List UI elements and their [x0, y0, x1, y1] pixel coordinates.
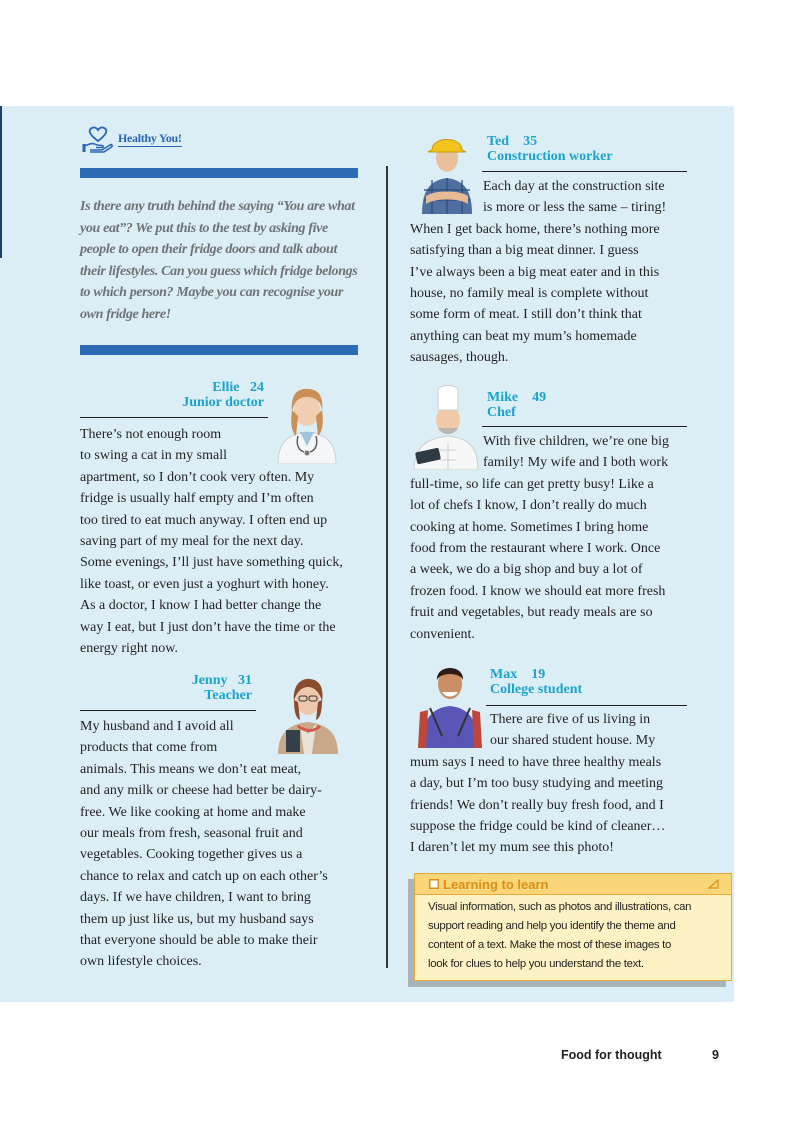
ellie-text	[80, 424, 343, 659]
text-line: like toast, or even just a yoghurt with honey.	[80, 576, 329, 592]
max-text	[410, 709, 665, 859]
text-line: house, no family meal is complete without	[410, 286, 649, 302]
mike-rule	[482, 426, 687, 427]
text-line: sausages, though.	[410, 350, 509, 366]
ellie-job: Junior doctor	[182, 395, 264, 410]
ted-job: Construction worker	[487, 149, 613, 164]
ted-age: 35	[523, 134, 538, 149]
text-line: support reading and help you identify the theme and	[428, 920, 676, 932]
text-line: them up just like us, but my husband says	[80, 911, 314, 927]
text-line: to swing a cat in my small	[80, 448, 227, 464]
text-line: days. If we have children, I want to bring	[80, 890, 311, 906]
jenny-job: Teacher	[204, 688, 252, 703]
mike-text	[410, 431, 669, 645]
text-line: look for clues to help you understand the text.	[428, 958, 644, 970]
text-line: My husband and I avoid all	[80, 719, 234, 734]
text-line: animals. This means we don’t eat meat,	[80, 761, 302, 777]
checkbox-icon	[429, 879, 439, 889]
healthy-you-logo	[82, 124, 182, 154]
max-header	[490, 667, 582, 697]
mike-age: 49	[532, 390, 547, 405]
text-line: lot of chefs I know, I don’t really do much	[410, 498, 647, 514]
max-name: Max	[490, 667, 518, 682]
jenny-age: 31	[238, 673, 252, 688]
learning-to-learn-box	[414, 873, 732, 981]
text-line: There are five of us living in	[490, 712, 651, 727]
intro-top-bar	[80, 168, 358, 178]
left-edge-rule	[0, 106, 2, 258]
intro-text: Is there any truth behind the saying “You are what you eat”? We put this to the test by asking five people to open their fridge doors and talk about their lifestyles. Can you guess which fridge belongs to which person? Maybe you can recognise your own fridge here!	[80, 199, 358, 322]
text-line: saving part of my meal for the next day.	[80, 534, 304, 550]
text-line: food from the restaurant where I work. Once	[410, 541, 661, 557]
text-line: way I eat, but I just don’t have the time or the	[80, 619, 336, 635]
brand-title: Healthy You!	[118, 131, 182, 145]
text-line: too tired to eat much anyway. I often end up	[80, 512, 328, 528]
max-job: College student	[490, 682, 583, 697]
ted-text	[410, 176, 666, 369]
mike-job: Chef	[487, 405, 516, 420]
text-line: chance to relax and catch up on each other’s	[80, 868, 328, 884]
mike-header	[487, 390, 546, 420]
text-line: family! My wife and I both work	[483, 455, 669, 471]
heart-hand-icon	[82, 125, 114, 153]
text-line: is more or less the same – tiring!	[483, 200, 667, 216]
text-line: I’ve always been a big meat eater and in this	[410, 264, 660, 280]
text-line: full-time, so life can get pretty busy! Like a	[410, 476, 654, 492]
ted-rule	[482, 171, 687, 172]
jenny-rule	[80, 710, 256, 711]
max-age: 19	[531, 667, 546, 682]
text-line: own lifestyle choices.	[80, 954, 202, 970]
jenny-text	[80, 716, 328, 973]
jenny-header	[140, 673, 252, 703]
text-line: a week, we do a big shop and buy a lot of	[410, 562, 643, 578]
text-line: energy right now.	[80, 641, 178, 657]
ellie-age: 24	[250, 380, 264, 395]
text-line: some form of meat. I still don’t think that	[410, 307, 642, 323]
text-line: satisfying than a big meat dinner. I guess	[410, 243, 639, 259]
page-number: 9	[712, 1048, 719, 1062]
learning-to-learn-text	[415, 895, 731, 974]
text-line: free. We like cooking at home and make	[80, 804, 306, 820]
ellie-name: Ellie	[212, 380, 240, 395]
text-line: There’s not enough room	[80, 427, 222, 442]
ted-header	[487, 134, 613, 164]
text-line: our shared student house. My	[490, 733, 656, 749]
intro-bottom-bar	[80, 345, 358, 355]
column-divider	[386, 166, 388, 968]
footer-section-title: Food for thought	[561, 1048, 662, 1062]
ellie-header	[140, 380, 264, 410]
text-line: vegetables. Cooking together gives us a	[80, 847, 303, 863]
text-line: our meals from fresh, seasonal fruit and	[80, 826, 303, 842]
text-line: As a doctor, I know I had better change the	[80, 598, 322, 614]
mike-name: Mike	[487, 390, 519, 405]
text-line: fridge is usually half empty and I’m often	[80, 491, 314, 507]
text-line: and any milk or cheese had better be dairy-	[80, 783, 322, 799]
learning-to-learn-header	[415, 874, 731, 895]
text-line: a day, but I’m too busy studying and meeting	[410, 776, 663, 792]
jenny-name: Jenny	[191, 673, 228, 688]
text-line: friends! We don’t really buy fresh food, and I	[410, 797, 664, 813]
text-line: Each day at the construction site	[483, 179, 665, 194]
text-line: When I get back home, there’s nothing more	[410, 221, 660, 237]
text-line: content of a text. Make the most of these images to	[428, 939, 672, 951]
text-line: convenient.	[410, 626, 475, 642]
text-line: frozen food. I know we should eat more fresh	[410, 583, 666, 599]
text-line: mum says I need to have three healthy meals	[410, 754, 662, 770]
text-line: I daren’t let my mum see this photo!	[410, 840, 614, 856]
text-line: apartment, so I don’t cook very often. My	[80, 469, 315, 485]
learning-to-learn-title: Learning to learn	[443, 876, 549, 892]
text-line: Some evenings, I’ll just have something quick,	[80, 555, 343, 571]
text-line: fruit and vegetables, but ready meals are so	[410, 605, 653, 621]
max-rule	[486, 705, 687, 706]
text-line: products that come from	[80, 740, 218, 756]
text-line: suppose the fridge could be kind of cleaner…	[410, 819, 666, 835]
text-line: anything can beat my mum’s homemade	[410, 328, 637, 344]
corner-triangle-icon	[708, 879, 719, 889]
text-line: that everyone should be able to make their	[80, 933, 318, 949]
ted-name: Ted	[487, 134, 510, 149]
text-line: Visual information, such as photos and illustrations, can	[428, 901, 692, 913]
text-line: With five children, we’re one big	[483, 434, 670, 449]
ellie-rule	[80, 417, 268, 418]
text-line: cooking at home. Sometimes I bring home	[410, 519, 649, 535]
